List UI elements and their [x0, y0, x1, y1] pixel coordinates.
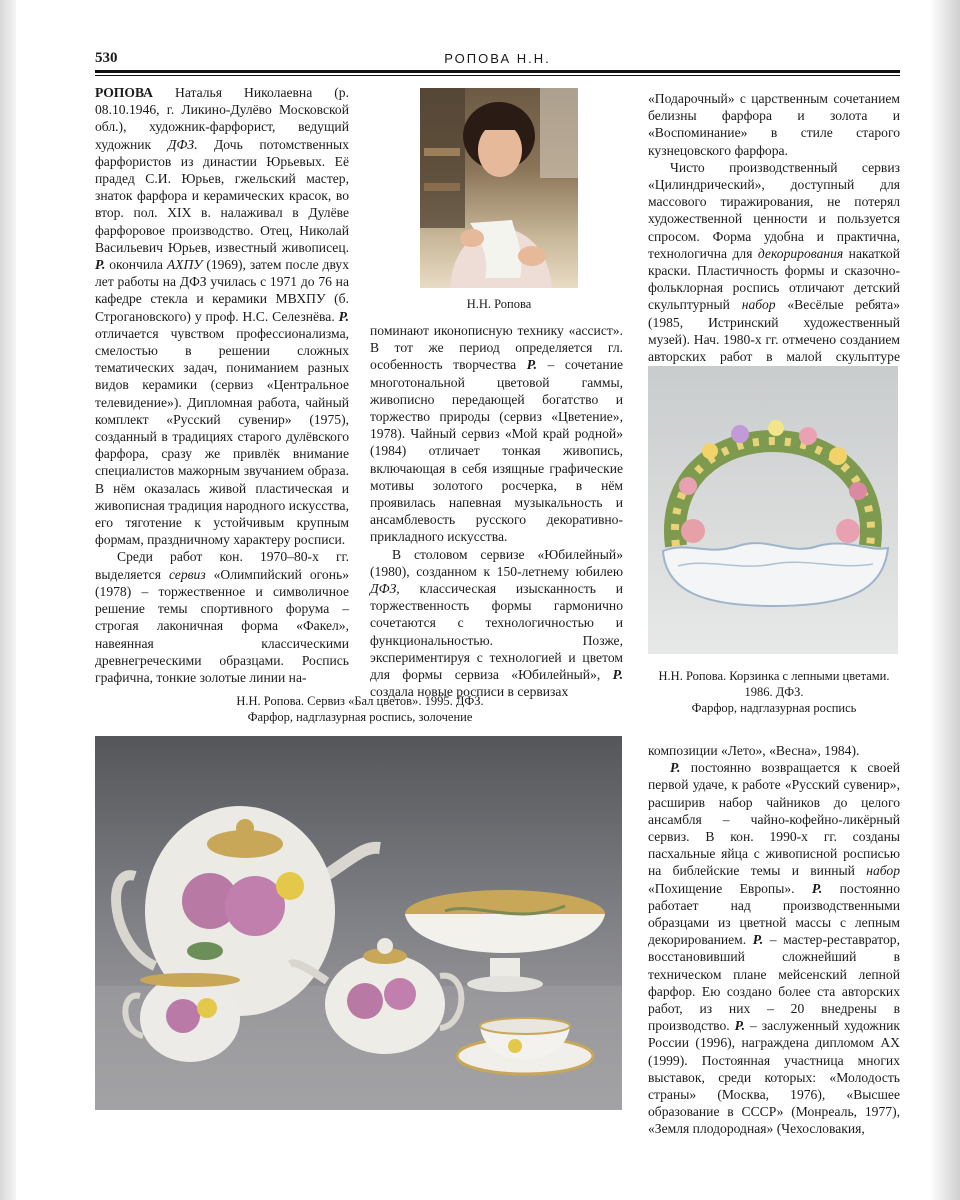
portrait-photo	[420, 88, 578, 288]
portrait-caption: Н.Н. Ропова	[466, 297, 532, 311]
service-caption: Н.Н. Ропова. Сервиз «Бал цветов». 1995. ДФЗ. Фарфор, надглазурная роспись, золочение	[236, 694, 484, 724]
paragraph: композиции «Лето», «Весна», 1984).	[648, 743, 860, 758]
entry-headword: РОПОВА	[95, 85, 153, 100]
article-column-1	[95, 84, 349, 686]
article-column-3-bottom	[648, 742, 900, 1138]
paragraph: Среди работ кон. 1970–80-х гг. выделяется сервиз «Олимпийский огонь» (1978) – торжественное и символичное решение темы спортивного форума – строгая лаконичная форма «Факел», навеянная классическими древнегреческими образцами. Роспись графична, тонкие золотые линии на-	[95, 549, 349, 685]
paragraph: РОПОВА Наталья Николаевна (р. 08.10.1946, г. Ликино-Дулёво Московской обл.), художник-фарфорист, ведущий художник ДФЗ. Дочь потомственных фарфористов из династии Юрьевых. Её прадед С.И. Юрьев, гжельский мастер, знаток фарфора и керамических красок, во втор. пол. XIX в. налаживал в Дулёве фарфоровое производство. Отец, Николай Васильевич Юрьев, известный живописец. Р. окончила АХПУ (1969), затем после двух лет работы на ДФЗ училась с 1971 до 76 на кафедре стекла и керамики МВХПУ (б. Строгановского) у проф. Н.С. Селезнёва. Р. отличается чувством профессионализма, смелостью в решении сложных тематических задач, пониманием разных видов керамики (сервиз «Центральное телевидение»). Дипломная работа, чайный комплект «Русский сувенир» (1975), созданный в традициях старого дулёвского фарфора, сразу же привлёк внимание специалистов мажорным звучанием образа. В нём оказалась живой пластическая и живописная традиция народного искусства, его тяготение к устойчивым крупным формам, праздничному характеру росписи.	[95, 85, 349, 548]
page-number: 530	[95, 50, 118, 66]
paragraph: поминают иконописную технику «ассист». В тот же период определяется гл. особенность творчества Р. – сочетание многотональной цветовой гаммы, живописно передающей богатство и торжество природы (сервиз «Цветение», 1978). Чайный сервиз «Мой край родной» (1984) отличает тонкая живопись, включающая в себя изящные графические мотивы золотого росчерка, в нём проявилась напевная музыкальность и ансамблевость русского декоративно-прикладного искусства.	[370, 323, 624, 545]
tea-service-photo	[95, 736, 622, 1110]
paragraph: «Подарочный» с царственным сочетанием белизны фарфора и золота и «Воспоминание» в стиле старого кузнецовского фарфора.	[648, 91, 900, 158]
header-rule-thin	[95, 75, 900, 76]
page-edge-left	[0, 0, 16, 1200]
basket-photo	[648, 366, 898, 654]
paragraph: Р. постоянно возвращается к своей первой удачe, к работе «Русский сувенир», расширив набор чайников до целого ансамбля – чайно-кофейно-ликёрный сервиз. В кон. 1990-х гг. созданы пасхальные яйца с живописной росписью на библейские темы и винный набор «Похищение Европы». Р. постоянно работает над производственными образцами из цветной массы с лепным декорированием. Р. – мастер-реставратор, восстановивший сложнейший в техническом плане мейсенский лепной фарфор. Ею создано более ста авторских работ, из них – 20 внедрены в производство. Р. – заслуженный художник России (1996), награждена дипломом АХ (1999). Постоянная участница многих выставок, среди которых: «Молодость страны» (Москва, 1976), «Высшее образование в СССР» (Монреаль, 1977), «Земля плодородная» (Чехословакия,	[648, 760, 900, 1137]
basket-caption: Н.Н. Ропова. Корзинка с лепными цветами. 1986. ДФЗ. Фарфор, надглазурная роспись	[658, 669, 890, 715]
running-head: РОПОВА Н.Н.	[444, 51, 551, 66]
article-column-3-top	[648, 90, 900, 382]
paragraph: Чисто производственный сервиз «Цилиндрический», доступный для массового тиражирования, не потерял художественной ценности и пользуется спросом. Форма удобна и практична, технологична для декорирования накаткой краски. Пластичность формы и сказочно-фольклорная роспись отличают детский скульптурный набор «Весёлые ребята» (1985, Истринский художественный музей). Нач. 1980-х гг. отмечено созданием авторских работ в малой скульптуре	[648, 159, 900, 365]
page-edge-right	[930, 0, 960, 1200]
page-header	[95, 50, 900, 70]
article-column-2	[370, 322, 623, 700]
header-rule-thick	[95, 70, 900, 73]
paragraph: В столовом сервизе «Юбилейный» (1980), созданном к 150-летнему юбилею ДФЗ, классическая изысканность и торжественность формы гармонично сочетаются с технологичностью и функциональностью. Позже, экспериментируя с технологией и цветом для формы сервиза «Юбилейный», Р. создала новые росписи в сервизах	[370, 546, 623, 700]
